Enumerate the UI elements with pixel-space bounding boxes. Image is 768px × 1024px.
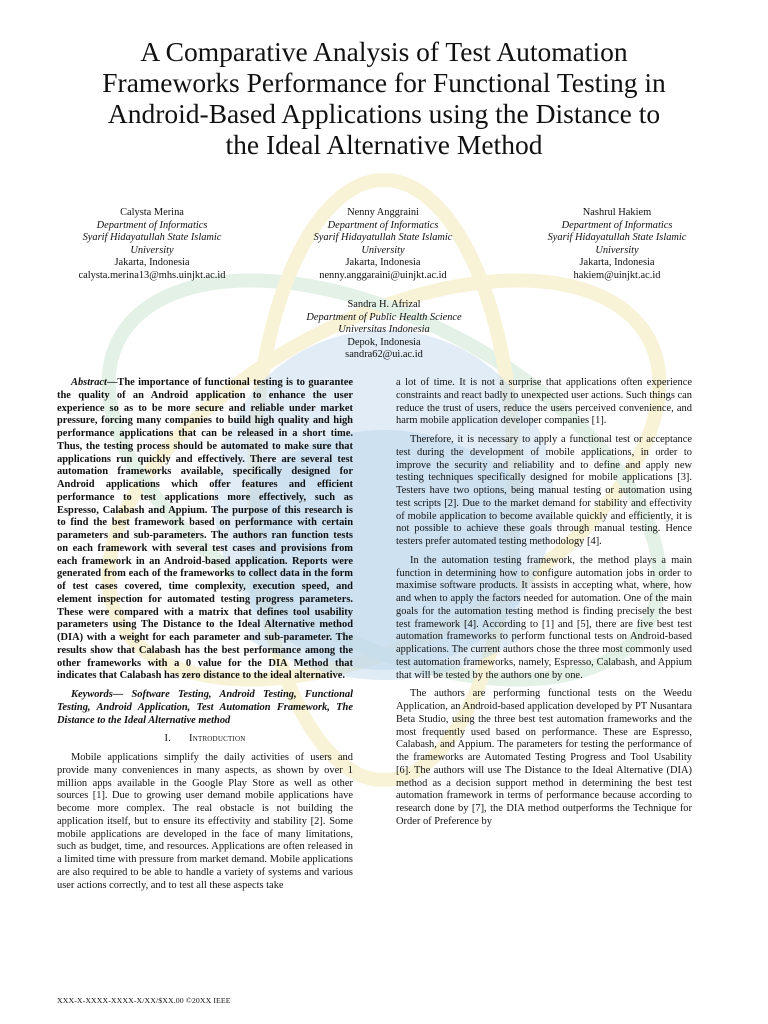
author-department: Department of Informatics <box>96 219 208 231</box>
author-name: Sandra H. Afrizal <box>347 299 421 310</box>
author-block-3 <box>497 207 737 283</box>
author-department: Department of Informatics <box>327 219 439 231</box>
keywords-label: Keywords— <box>71 689 124 700</box>
title-line: A Comparative Analysis of Test Automation <box>140 36 628 67</box>
author-affiliation: University <box>130 244 174 256</box>
author-location: Jakarta, Indonesia <box>114 257 190 269</box>
copyright-footer: XXX-X-XXXX-XXXX-X/XX/$XX.00 ©20XX IEEE <box>57 996 231 1005</box>
paper-title <box>50 36 718 160</box>
body-paragraph: Mobile applications simplify the daily activities of users and provide many conveniences in many aspects, as shown by over 1 million apps available in the Google Play Store as well as other sources [1]. Due to growing user demand mobile applications have become more complex. The real obstacle is not building the application itself, but to ensure its effectivity and stability [2]. Some mobile applications are developed in the face of many limitations, such as budget, time, and resources. Applications are often released in a limited time with pressure from market demand. Mobile applications are also required to be able to handle a variety of systems and various user actions correctly, and to test all these aspects take <box>57 752 353 891</box>
author-email: sandra62@ui.ac.id <box>345 349 423 361</box>
author-affiliation: Syarif Hidayatullah State Islamic <box>547 232 687 244</box>
right-column <box>396 377 692 835</box>
author-affiliation: Universitas Indonesia <box>338 324 430 336</box>
keywords <box>57 689 353 727</box>
section-number: I. <box>164 733 172 745</box>
body-paragraph: Therefore, it is necessary to apply a functional test or acceptance test during the development of mobile applications, in order to improve the security and reliability and to define and apply new testing techniques specifically designed for mobile applications [3]. Testers have two options, being manual testing or automation using test scripts [2]. Due to the market demand for stability and effectivity of mobile application to become available quickly and efficiently, it is not possible to achieve these goals through manual testing. Hence testers prefer automated testing methodology [4]. <box>396 434 692 547</box>
author-location: Jakarta, Indonesia <box>345 257 421 269</box>
title-line: Frameworks Performance for Functional Testing in <box>102 67 666 98</box>
title-line: Android-Based Applications using the Distance to <box>107 98 661 129</box>
left-column <box>57 377 353 898</box>
author-affiliation: Syarif Hidayatullah State Islamic <box>313 232 453 244</box>
keywords-text: Software Testing, Android Testing, Functional Testing, Android Application, Test Automation Framework, The Distance to the Ideal Alternative method <box>57 689 353 726</box>
section-heading-introduction <box>57 733 353 746</box>
body-paragraph: In the automation testing framework, the method plays a main function in determining how to configure automation jobs in order to maximise software products. It assists in accepting what, where, how and when to apply the factors needed for automation. One of the main goals for the automation testing method is finding precisely the best test framework [4]. According to [1] and [5], there are five best test automation frameworks to perform functional tests on Android-based applications. The current authors chose the three most commonly used test automation frameworks, namely, Espresso, Calabash, and Appium that will be tested by the authors one by one. <box>396 554 692 681</box>
abstract <box>57 377 353 683</box>
author-department: Department of Informatics <box>561 219 673 231</box>
abstract-text: —The importance of functional testing is to guarantee the quality of an Android application to enhance the user experience so as to be more secure and reliable under market pressure, forcing many companies to build high quality and high performance applications that can be released in a short time. Thus, the testing process should be automated to make sure that applications run quickly and effectively. There are several test automation frameworks available, specifically designed for Android applications which offer features and efficient performance to test applications more effectively, such as Espresso, Calabash and Appium. The purpose of this research is to find the best framework based on performance with certain parameters and sub-parameters. The authors ran function tests on each framework with several test cases and provisions from each framework in an Android-based application. Reports were generated from each of the frameworks to collect data in the form of test cases covered, time complexity, execution speed, and element inspection for automated testing progress parameters. These were compared with a matrix that defines tool usability parameters using The Distance to the Ideal Alternative method (DIA) with a weight for each parameter and sub-parameter. The results show that Calabash has the best performance among the other frameworks with a 0 value for the DIA Method that indicates that Calabash has zero distance to the ideal alternative. <box>57 377 353 682</box>
author-block-4 <box>250 299 518 362</box>
body-paragraph: The authors are performing functional tests on the Weedu Application, an Android-based application developed by PT Nusantara Beta Studio, using the three best test automation frameworks and the most frequently used based on performance. These are Espresso, Calabash, and Appium. The parameters for testing the performance of the frameworks are Automated Testing Progress and Tool Usability [6]. The authors will use The Distance to the Ideal Alternative (DIA) method as a decision support method in determining the best test automation framework in terms of performance because according to research done by [7], the DIA method outperforms the Technique for Order of Preference by <box>396 688 692 827</box>
section-title: Introduction <box>189 733 246 745</box>
title-line: the Ideal Alternative Method <box>225 129 543 160</box>
author-name: Nashrul Hakiem <box>582 207 652 218</box>
author-name: Calysta Merina <box>120 207 184 218</box>
author-affiliation: Syarif Hidayatullah State Islamic <box>82 232 222 244</box>
abstract-label: Abstract <box>71 377 107 388</box>
author-affiliation: University <box>361 244 405 256</box>
author-location: Depok, Indonesia <box>347 336 421 348</box>
author-name: Nenny Anggraini <box>347 207 419 218</box>
body-paragraph-continued: a lot of time. It is not a surprise that applications often experience constraints and react badly to unexpected user actions. Such things can reduce the trust of users, reduce the users perceived convenience, and harm mobile application developer companies [1]. <box>396 377 692 427</box>
author-affiliation: University <box>595 244 639 256</box>
author-block-1 <box>32 207 272 283</box>
author-location: Jakarta, Indonesia <box>579 257 655 269</box>
author-email: calysta.merina13@mhs.uinjkt.ac.id <box>78 269 226 281</box>
author-department: Department of Public Health Science <box>306 311 462 323</box>
author-block-2 <box>263 207 503 283</box>
author-email: hakiem@uinjkt.ac.id <box>573 269 661 281</box>
author-email: nenny.anggaraini@uinjkt.ac.id <box>319 269 447 281</box>
